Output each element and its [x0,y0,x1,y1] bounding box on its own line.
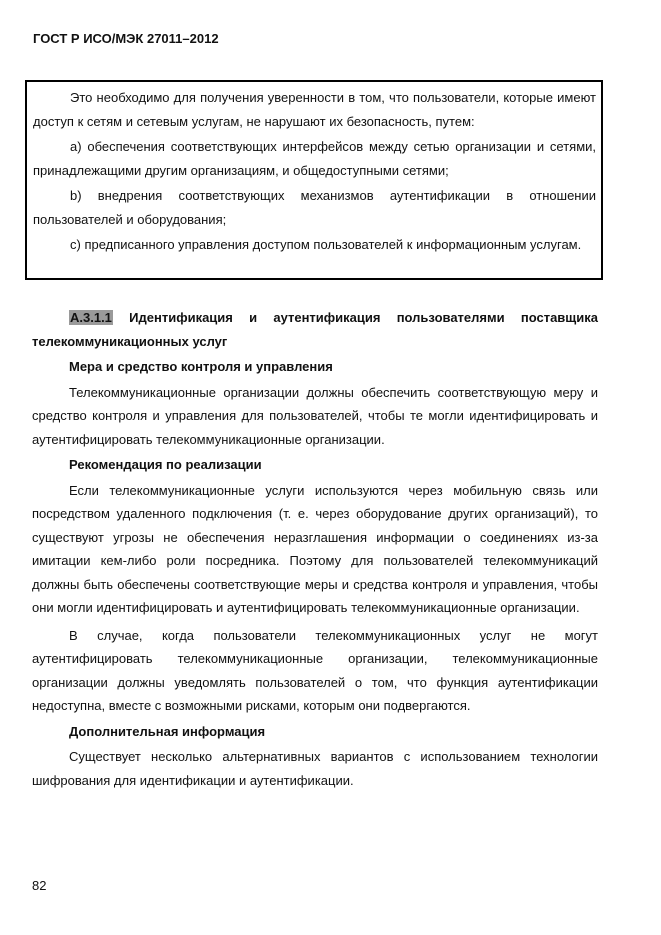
document-header: ГОСТ Р ИСО/МЭК 27011–2012 [33,31,219,46]
section-heading [32,306,598,353]
section-number: A.3.1.1 [70,310,112,325]
boxed-list-item-c: c) предписанного управления доступом пользователей к информационным услугам. [70,237,582,252]
guidance-paragraph-2: В случае, когда пользователи телекоммуникационных услуг не могут аутентифицировать телекоммуникационные организации, телекоммуникационные организации должны уведомлять пользователей о том, что функция аутентификации недоступна, вместе с возможными рисками, которым они подвергаются. [32,627,598,713]
guidance-paragraph-1: Если телекоммуникационные услуги используются через мобильную связь или посредством удаленного подключения (т. е. через оборудование других организаций), то существуют угрозы не обеспечения неразглашения информации о соединениях из-за имитации кем-либо роли посредника. Поэтому для пользователей телекоммуникаций должны быть обеспечены соответствующие меры и средства контроля и управления, чтобы они могли идентифицировать и аутентифицировать телекоммуникационные организации. [32,482,598,615]
boxed-intro-paragraph: Это необходимо для получения уверенности в том, что пользователи, которые имеют доступ к сетям и сетевым услугам, не нарушают их безопасность, путем: [33,90,596,129]
section-title: Идентификация и аутентификация пользователями поставщика телекоммуникационных услуг [32,310,598,349]
boxed-list-item-b: b) внедрения соответствующих механизмов аутентификации в отношении пользователей и оборудования; [33,188,596,227]
additional-paragraph: Существует несколько альтернативных вариантов с использованием технологии шифрования для идентификации и аутентификации. [32,749,598,788]
guidance-heading: Рекомендация по реализации [69,457,262,472]
boxed-text-frame [25,80,603,280]
additional-heading: Дополнительная информация [69,723,266,739]
control-paragraph: Телекоммуникационные организации должны обеспечить соответствующую меру и средство контроля и управления для пользователей, чтобы те могли идентифицировать и аутентифицировать телекоммуникационные организации. [32,384,598,447]
boxed-list-item-a: a) обеспечения соответствующих интерфейсов между сетью организации и сетями, принадлежащими другим организациям, и общедоступными сетями; [33,139,596,178]
control-heading: Мера и средство контроля и управления [69,359,333,374]
page-number: 82 [32,878,47,893]
main-content [32,306,598,792]
